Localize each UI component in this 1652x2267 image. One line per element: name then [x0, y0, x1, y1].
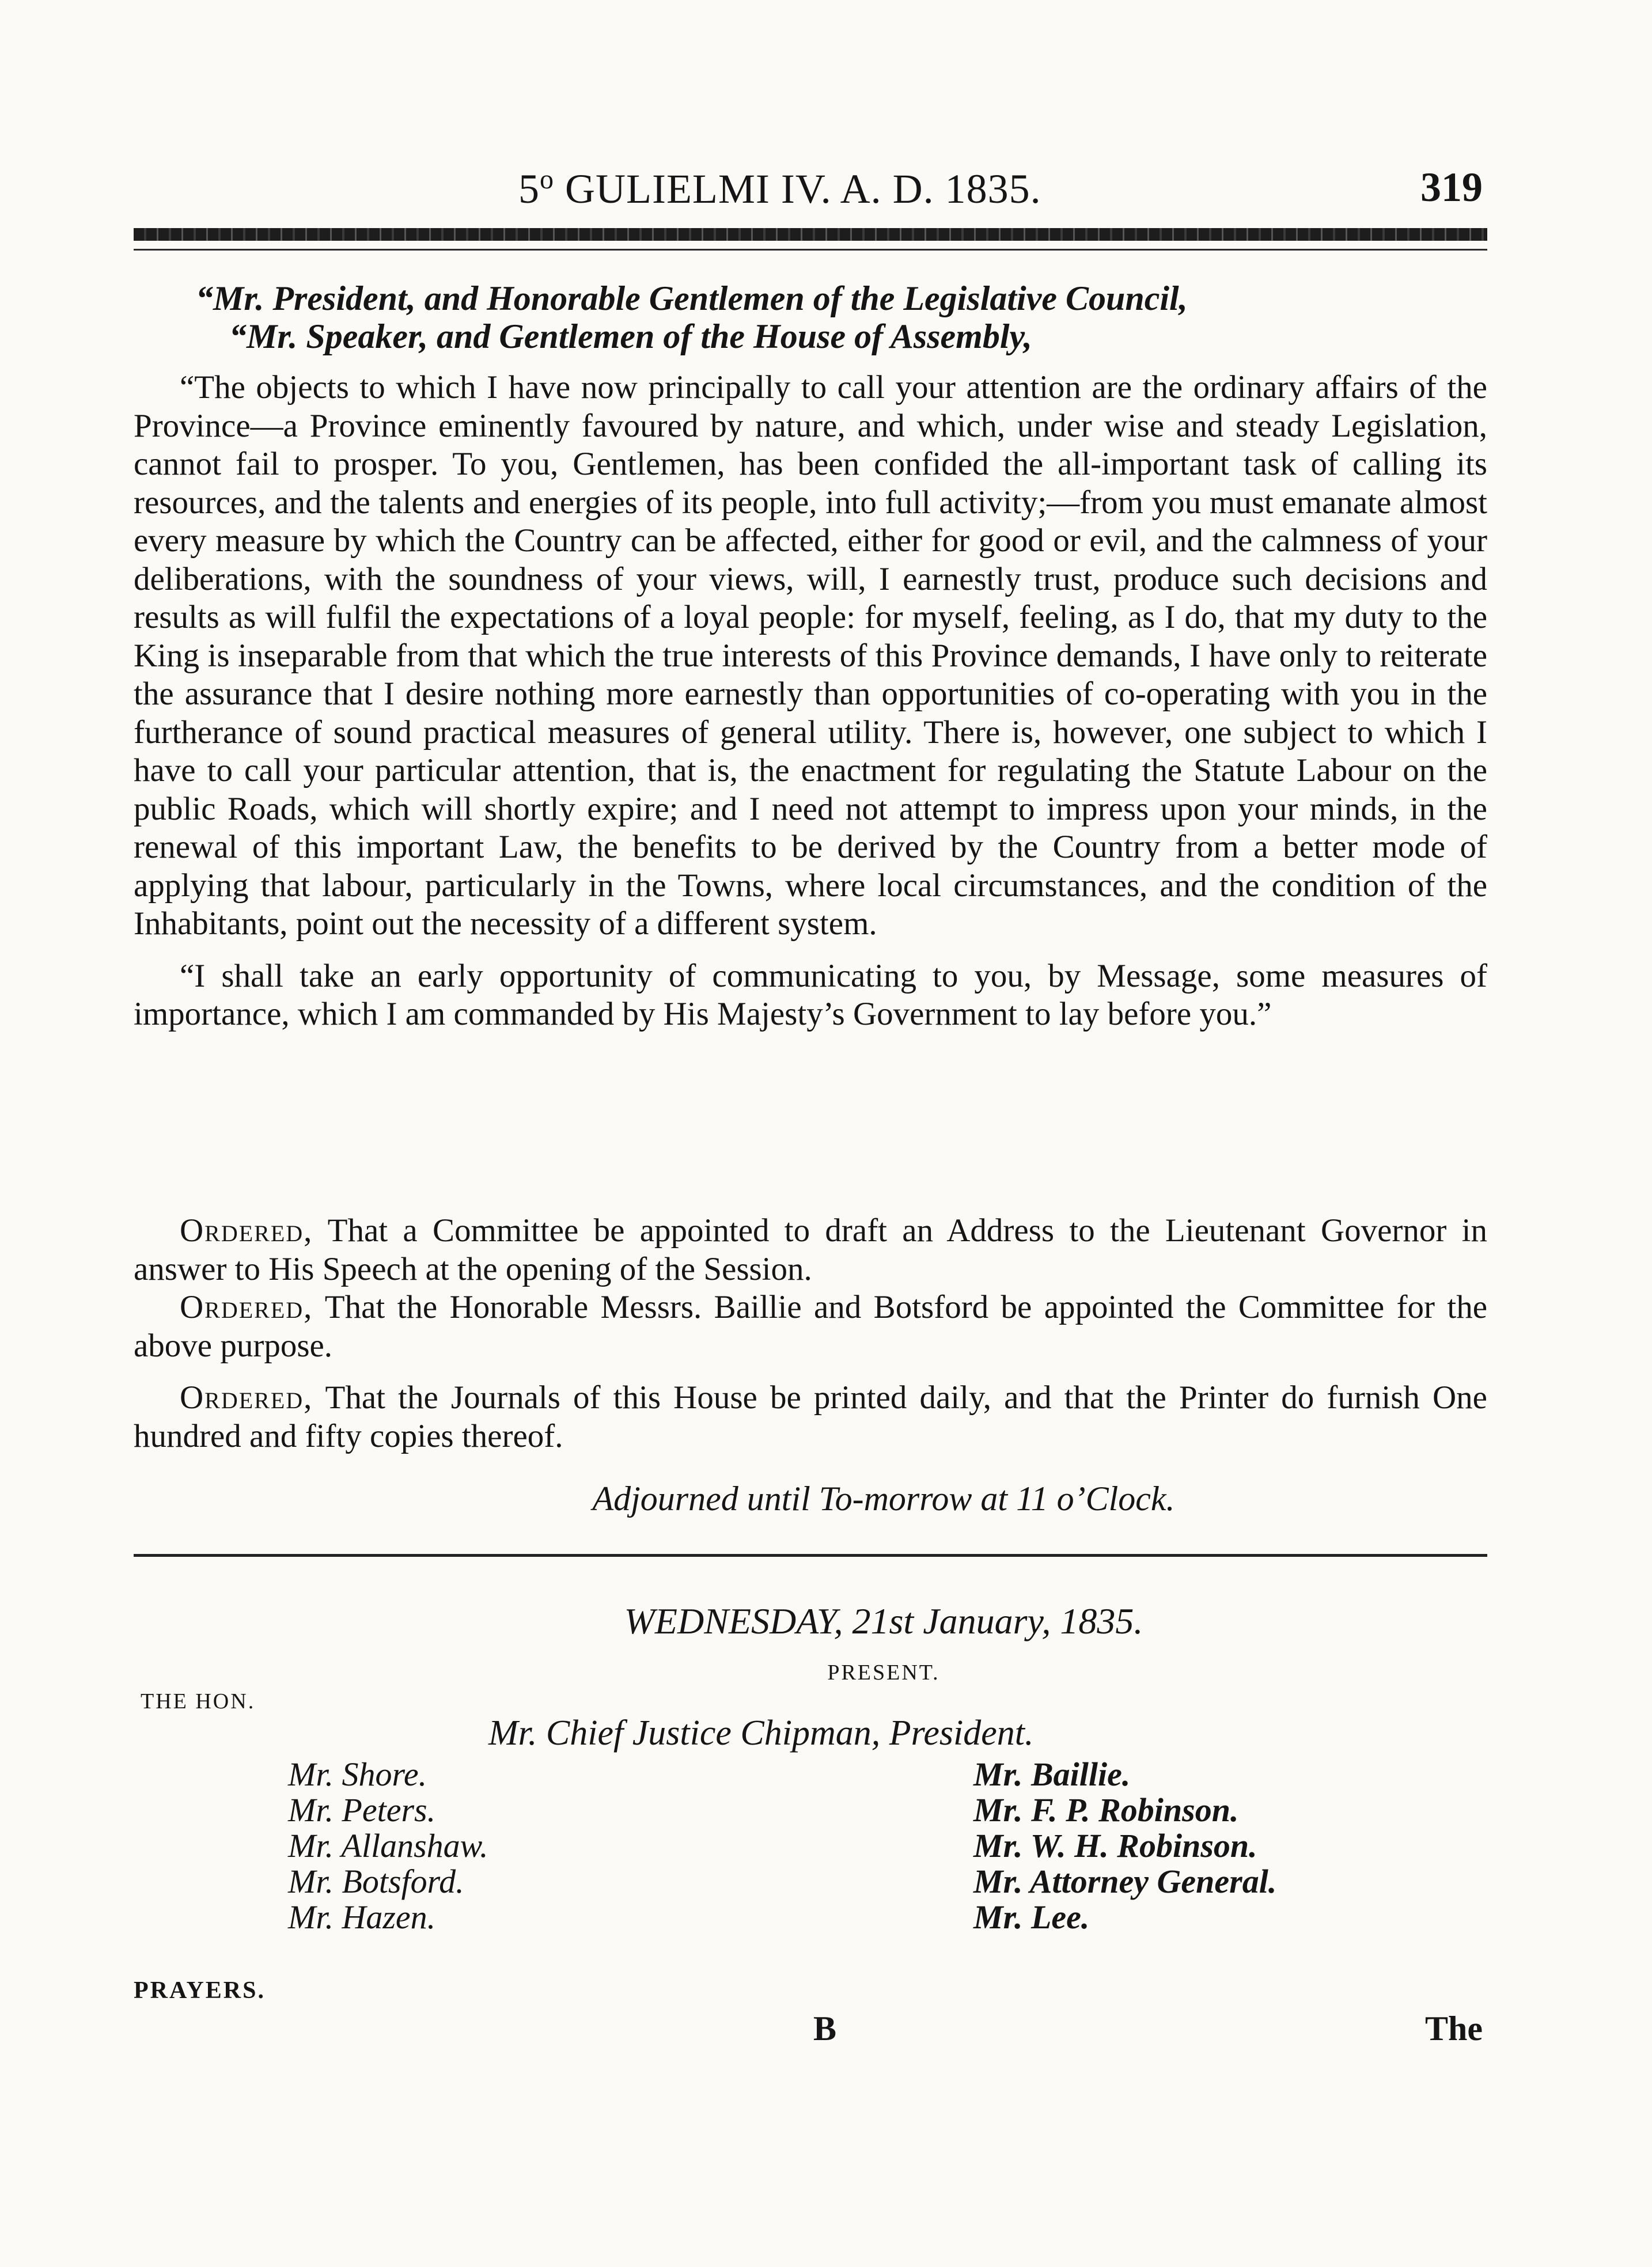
order-text: That the Honorable Messrs. Baillie and Botsford be appointed the Committee for the above purpose. [134, 1289, 1487, 1364]
header-rule-thick [134, 228, 1487, 241]
member-name: Mr. Lee. [973, 1898, 1090, 1936]
member-name: Mr. Shore. [288, 1756, 427, 1793]
order-keyword: Ordered, [180, 1212, 313, 1249]
order-3 [134, 1379, 1487, 1455]
catchword: The [1425, 2010, 1483, 2048]
order-text: That the Journals of this House be printed daily, and that the Printer do furnish One hundred and fifty copies thereof. [134, 1379, 1487, 1454]
members-left-column [288, 1757, 488, 1935]
speech-body [134, 369, 1487, 1048]
order-text: That a Committee be appointed to draft an Address to the Lieutenant Governor in answer to His Speech at the opening of the Session. [134, 1212, 1487, 1287]
members-right-column [973, 1757, 1276, 1935]
adjournment-note: Adjourned until To-morrow at 11 o’Clock. [592, 1480, 1175, 1518]
president-line: Mr. Chief Justice Chipman, President. [488, 1713, 1034, 1753]
member-name: Mr. Hazen. [288, 1898, 436, 1936]
member-name: Mr. Attorney General. [973, 1863, 1277, 1900]
orders-block [134, 1212, 1487, 1469]
signature-mark: B [813, 2010, 837, 2048]
member-name: Mr. W. H. Robinson. [973, 1827, 1257, 1864]
regnal-number: 5 [518, 166, 540, 212]
speech-paragraph-1: “The objects to which I have now principally to call your attention are the ordinary affairs of the Province—a Province eminently favoured by nature, and which, under wise and steady Legislation, cannot fail to prosper. To you, Gentlemen, has been confided the all-important task of calling its resources, and the talents and energies of its people, into full activity;—from you must emanate almost every measure by which the Country can be affected, either for good or evil, and the calmness of your deliberations, with the soundness of your views, will, I earnestly trust, produce such decisions and results as will fulfil the expectations of a loyal people: for myself, feeling, as I do, that my duty to the King is inseparable from that which the true interests of this Province demands, I have only to reiterate the assurance that I desire nothing more earnestly than opportunities of co-operating with you in the furtherance of sound practical measures of general utility. There is, however, one subject to which I have to call your particular attention, that is, the enactment for regulating the Statute Labour on the public Roads, which will shortly expire; and I need not attempt to impress upon your minds, in the renewal of this important Law, the benefits to be derived by the Country from a better mode of applying that labour, particularly in the Towns, where local circumstances, and the condition of the Inhabitants, point out the necessity of a different system. [134, 369, 1487, 942]
prayers-label: PRAYERS. [134, 1977, 266, 2004]
member-name: Mr. Botsford. [288, 1863, 464, 1900]
page-number: 319 [1420, 164, 1483, 210]
member-name: Mr. Allanshaw. [288, 1827, 488, 1864]
order-2 [134, 1288, 1487, 1365]
running-head-title: GULIELMI IV. A. D. 1835. [565, 166, 1041, 212]
header-rule-thin [134, 249, 1487, 251]
present-label: PRESENT. [827, 1661, 940, 1685]
speech-paragraph-2: “I shall take an early opportunity of communicating to you, by Message, some measures of importance, which I am commanded by His Majesty’s Government to lay before you.” [134, 957, 1487, 1032]
running-head [518, 164, 1041, 213]
order-1 [134, 1212, 1487, 1288]
order-keyword: Ordered, [180, 1289, 313, 1325]
section-divider [134, 1554, 1487, 1557]
salutation-council: “Mr. President, and Honorable Gentlemen of the Legislative Council, [196, 279, 1188, 317]
member-name: Mr. Baillie. [973, 1756, 1131, 1793]
order-keyword: Ordered, [180, 1379, 313, 1416]
salutation-assembly: “Mr. Speaker, and Gentlemen of the House of Assembly, [229, 317, 1032, 355]
member-name: Mr. Peters. [288, 1791, 436, 1829]
member-name: Mr. F. P. Robinson. [973, 1791, 1239, 1829]
regnal-sup: o [540, 164, 554, 195]
the-hon-label: THE HON. [141, 1689, 256, 1713]
date-heading: WEDNESDAY, 21st January, 1835. [624, 1601, 1143, 1642]
